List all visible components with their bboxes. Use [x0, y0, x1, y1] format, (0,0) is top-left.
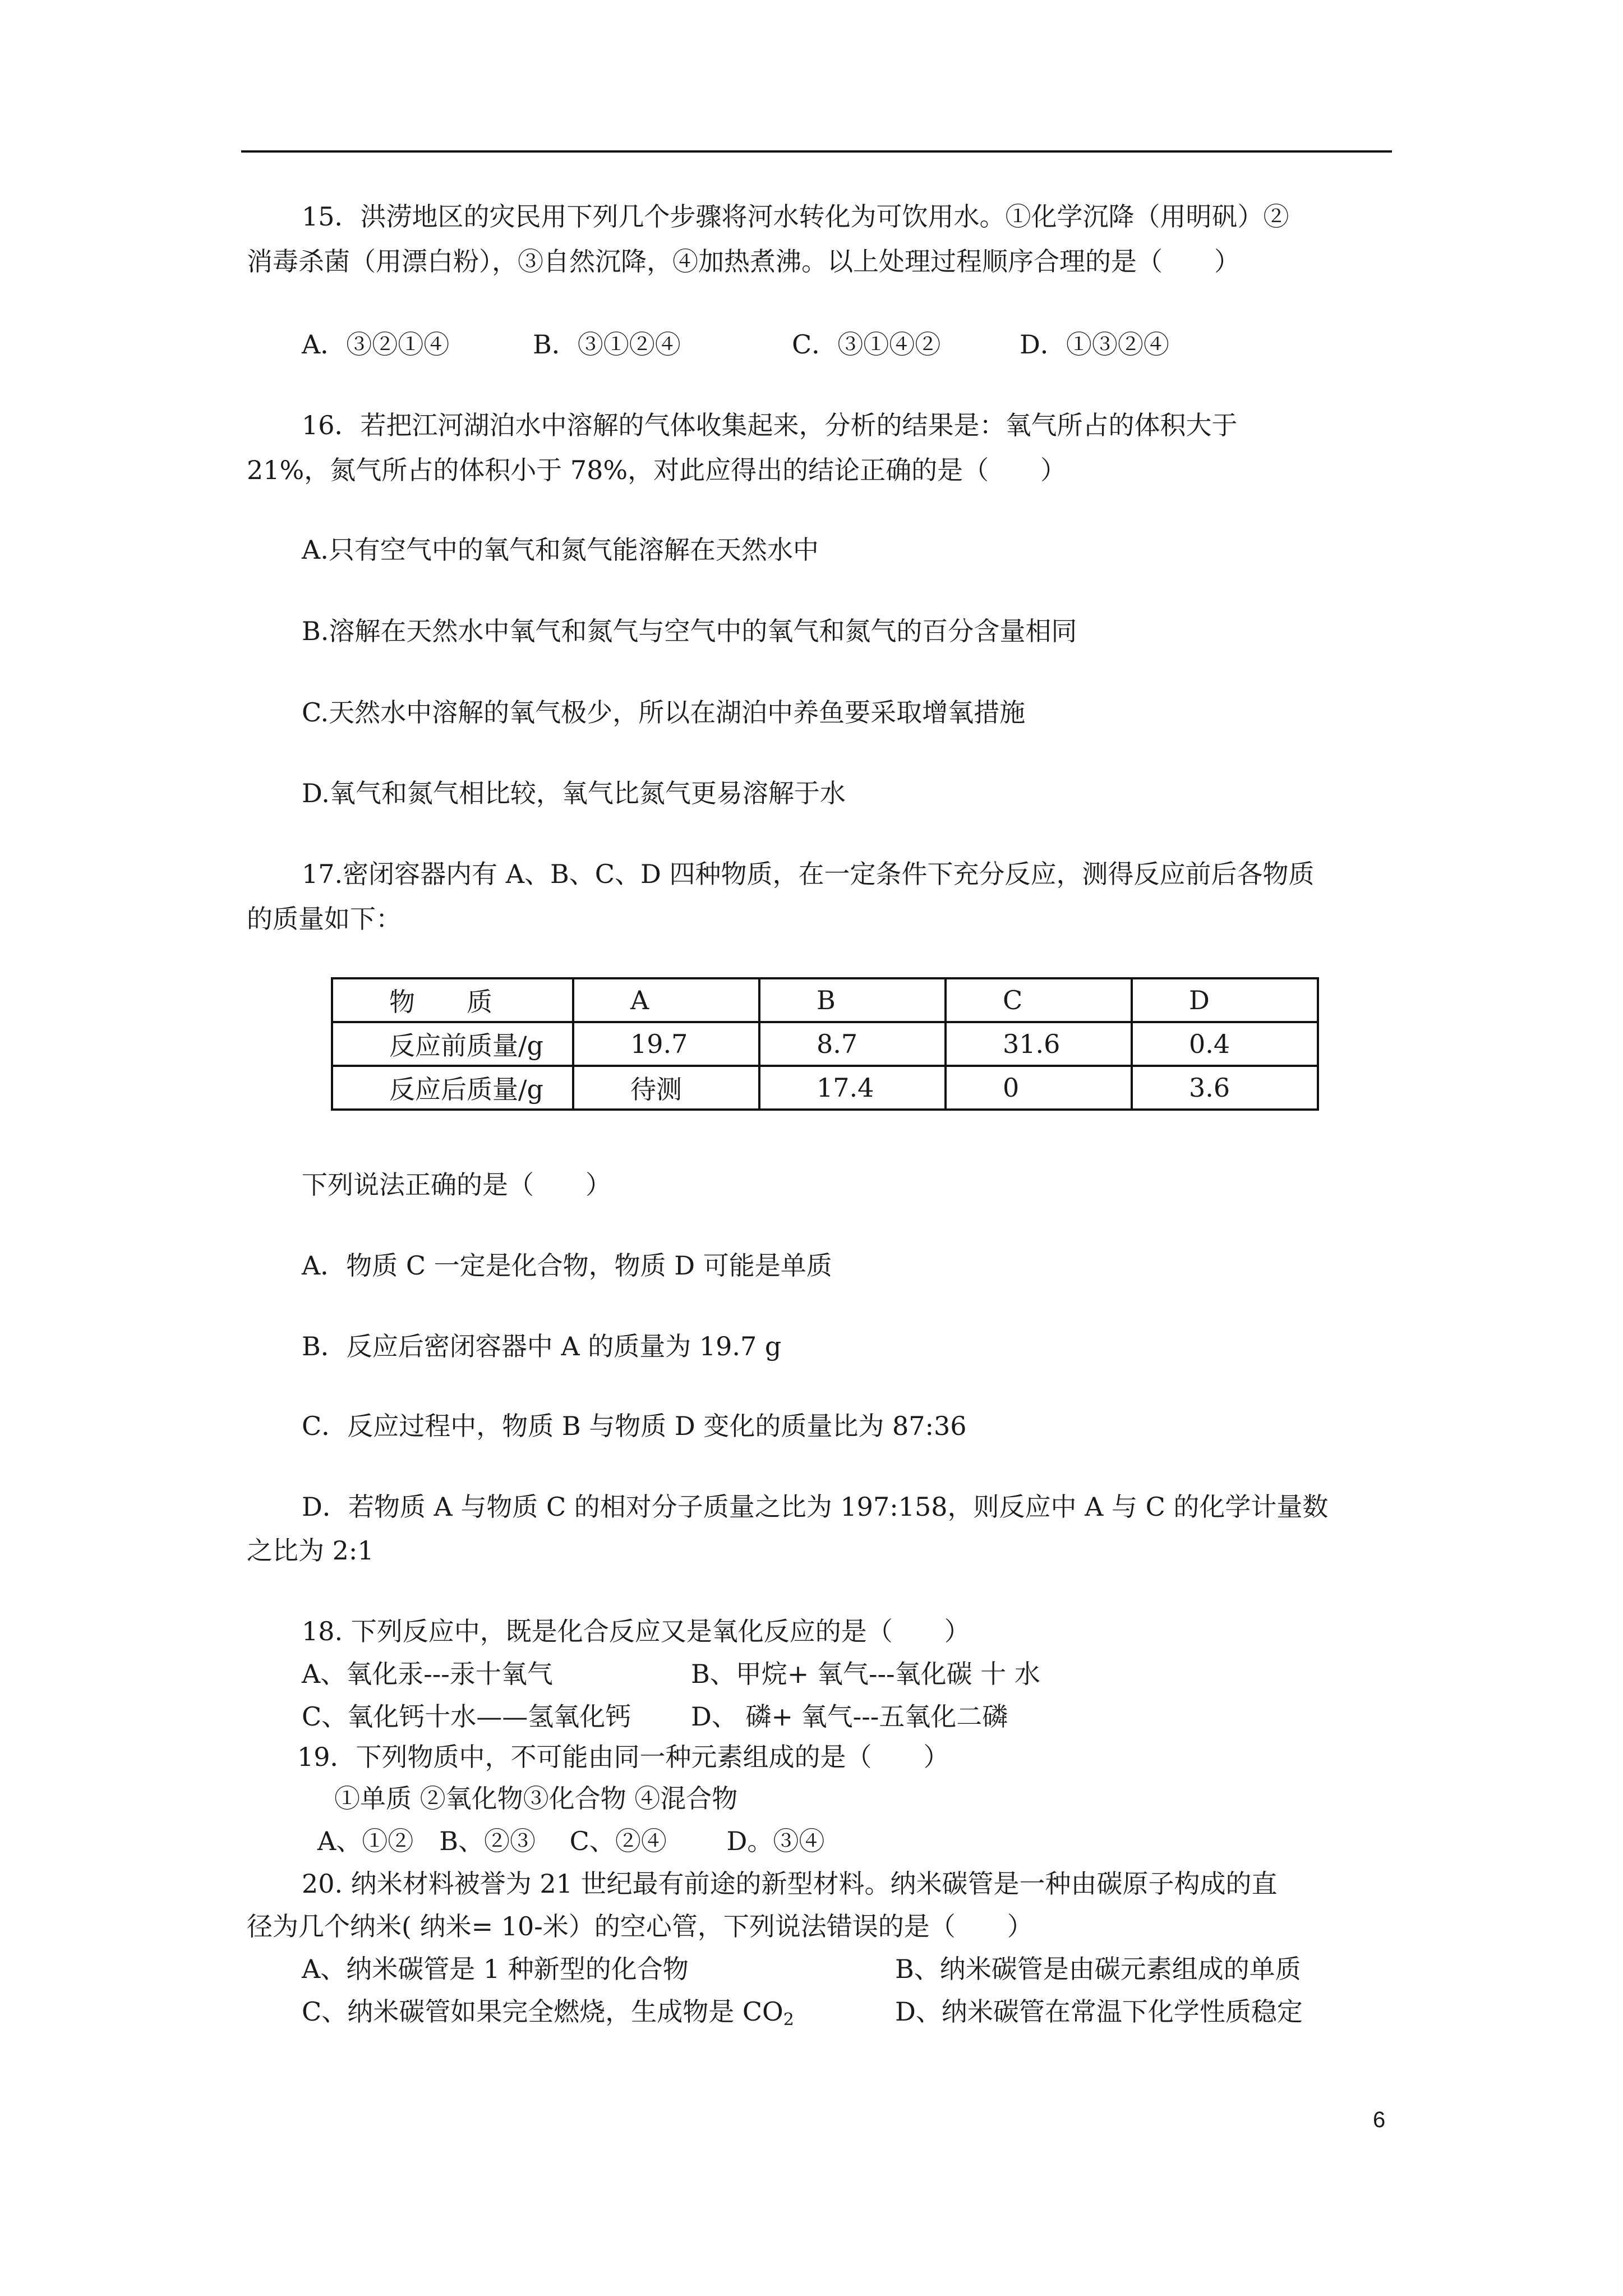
q17-option-b: B．反应后密闭容器中 A 的质量为 19.7 g: [302, 1331, 782, 1361]
table-cell: 8.7: [759, 1022, 946, 1066]
q15-option-c: C．③①④②: [792, 329, 941, 360]
q17-option-d-line1: D．若物质 A 与物质 C 的相对分子质量之比为 197:158，则反应中 A 与 C 的化学计量数: [302, 1492, 1329, 1522]
q17-line2: 的质量如下：: [247, 904, 402, 934]
table-row: [332, 1066, 1318, 1110]
page-number: 6: [1373, 2108, 1386, 2132]
table-cell: B: [759, 978, 946, 1022]
q15-option-b: B．③①②④: [533, 329, 681, 360]
table-cell: D: [1132, 978, 1318, 1022]
table-cell: C: [946, 978, 1132, 1022]
q19-items: ①单质 ②氧化物③化合物 ④混合物: [334, 1783, 738, 1814]
q15-line2: 消毒杀菌（用漂白粉），③自然沉降，④加热煮沸。以上处理过程顺序合理的是（ ）: [247, 246, 1240, 277]
q20-option-a: A、纳米碳管是 1 种新型的化合物: [302, 1954, 689, 1984]
table-cell: 17.4: [759, 1066, 946, 1110]
q20-option-c: [302, 1995, 794, 2037]
mass-table: [331, 977, 1319, 1111]
table-cell: A: [573, 978, 759, 1022]
q20-option-d: D、纳米碳管在常温下化学性质稳定: [895, 1996, 1303, 2027]
co2-subscript: 2: [783, 2010, 794, 2030]
table-cell: 3.6: [1132, 1066, 1318, 1110]
table-cell: 反应后质量/g: [332, 1066, 573, 1110]
table-cell: 0: [946, 1066, 1132, 1110]
q18-option-c: C、氧化钙十水——氢氧化钙: [302, 1701, 631, 1732]
q15-option-a: A．③②①④: [302, 329, 450, 360]
q18-option-b: B、甲烷+ 氧气---氧化碳 十 水: [691, 1659, 1040, 1689]
q16-option-a: A.只有空气中的氧气和氮气能溶解在天然水中: [302, 535, 819, 565]
q17-option-c: C．反应过程中，物质 B 与物质 D 变化的质量比为 87:36: [302, 1411, 967, 1441]
q18-line1: 18. 下列反应中，既是化合反应又是氧化反应的是（ ）: [302, 1616, 970, 1646]
q16-line1: 16．若把江河湖泊水中溶解的气体收集起来，分析的结果是：氧气所占的体积大于: [302, 410, 1238, 440]
q16-option-b: B.溶解在天然水中氧气和氮气与空气中的氧气和氮气的百分含量相同: [302, 616, 1077, 646]
q19-options: A、①② B、②③ C、②④ D。③④: [317, 1826, 825, 1856]
q16-option-d: D.氧气和氮气相比较，氧气比氮气更易溶解于水: [302, 778, 846, 808]
table-cell: 物 质: [332, 978, 573, 1022]
table-cell: 31.6: [946, 1022, 1132, 1066]
q18-option-a: A、氧化汞---汞十氧气: [302, 1659, 553, 1689]
q20-option-b: B、纳米碳管是由碳元素组成的单质: [895, 1954, 1301, 1984]
table-row: [332, 1022, 1318, 1066]
table-cell: 反应前质量/g: [332, 1022, 573, 1066]
q15-option-d: D．①③②④: [1020, 329, 1169, 360]
q20-option-c-text: C、纳米碳管如果完全燃烧，生成物是 CO: [302, 1996, 783, 2027]
q17-option-d-line2: 之比为 2:1: [247, 1535, 374, 1566]
q17-option-a: A．物质 C 一定是化合物，物质 D 可能是单质: [302, 1250, 832, 1281]
q16-line2: 21%，氮气所占的体积小于 78%，对此应得出的结论正确的是（ ）: [247, 455, 1067, 485]
q20-line1: 20. 纳米材料被誉为 21 世纪最有前途的新型材料。纳米碳管是一种由碳原子构成的直: [302, 1869, 1278, 1899]
q16-option-c: C.天然水中溶解的氧气极少，所以在湖泊中养鱼要采取增氧措施: [302, 697, 1026, 728]
table-cell: 19.7: [573, 1022, 759, 1066]
table-cell: 0.4: [1132, 1022, 1318, 1066]
q20-line2: 径为几个纳米( 纳米= 10-米）的空心管，下列说法错误的是（ ）: [247, 1911, 1033, 1941]
table-header-row: [332, 978, 1318, 1022]
q17-line1: 17.密闭容器内有 A、B、C、D 四种物质，在一定条件下充分反应，测得反应前后各物质: [302, 859, 1315, 889]
q19-line1: 19．下列物质中，不可能由同一种元素组成的是（ ）: [297, 1742, 949, 1772]
q18-option-d: D、 磷+ 氧气---五氧化二磷: [691, 1701, 1008, 1732]
table-cell: 待测: [573, 1066, 759, 1110]
header-rule: [241, 150, 1392, 153]
q15-line1: 15．洪涝地区的灾民用下列几个步骤将河水转化为可饮用水。①化学沉降（用明矾）②: [302, 201, 1289, 232]
q17-prompt: 下列说法正确的是（ ）: [302, 1170, 611, 1200]
